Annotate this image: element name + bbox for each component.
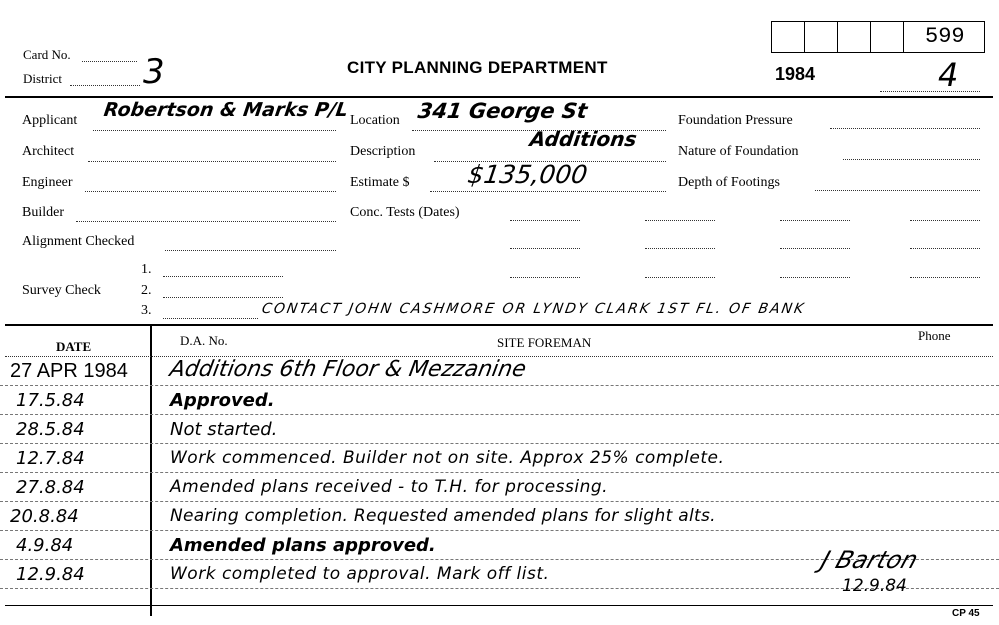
applicant-line [93, 130, 336, 131]
survey-line-3 [163, 318, 258, 319]
builder-label: Builder [22, 205, 64, 220]
conc-tests-line-10 [645, 277, 715, 278]
conc-tests-line-12 [910, 277, 980, 278]
row-note: Amended plans approved. [170, 535, 436, 556]
foundation-pressure-line [830, 128, 980, 129]
conc-tests-line-3 [780, 220, 850, 221]
row-date: 12.7.84 [16, 448, 85, 469]
table-top-rule [5, 324, 993, 326]
conc-tests-line-5 [510, 248, 580, 249]
architect-line [88, 161, 336, 162]
estimate-line [430, 191, 666, 192]
conc-tests-line-1 [510, 220, 580, 221]
location-value: 341 George St [416, 99, 589, 123]
district-value: 3 [143, 52, 165, 92]
signature-date: 12.9.84 [842, 576, 907, 596]
applicant-label: Applicant [22, 113, 78, 128]
nature-foundation-line [843, 159, 980, 160]
nature-foundation-label: Nature of Foundation [678, 144, 799, 159]
row-note: Not started. [170, 419, 278, 440]
table-row [0, 502, 999, 531]
department-title: CITY PLANNING DEPARTMENT [347, 58, 608, 77]
row-date: 12.9.84 [16, 564, 85, 585]
row-date: 20.8.84 [10, 506, 79, 527]
header-rule [5, 96, 993, 98]
description-value: Additions [528, 127, 639, 151]
card-no-line [82, 61, 137, 62]
depth-footings-line [815, 190, 980, 191]
engineer-line [85, 191, 336, 192]
conc-tests-line-7 [780, 248, 850, 249]
card-mark: 4 [938, 56, 959, 94]
location-label: Location [350, 113, 400, 128]
depth-footings-label: Depth of Footings [678, 175, 780, 190]
row-date: 17.5.84 [16, 390, 85, 411]
card-number-box-4 [870, 21, 904, 53]
row-note: Work completed to approval. Mark off list. [170, 564, 550, 584]
district-line [70, 85, 140, 86]
conc-tests-line-6 [645, 248, 715, 249]
table-row [0, 473, 999, 502]
conc-tests-line-4 [910, 220, 980, 221]
da-header: D.A. No. [180, 333, 228, 348]
description-label: Description [350, 144, 416, 159]
row-date: 27 APR 1984 [10, 360, 128, 382]
district-label: District [23, 71, 62, 86]
builder-line [76, 221, 336, 222]
card-number-box-2 [804, 21, 838, 53]
form-code: CP 45 [952, 608, 980, 619]
contact-note: CONTACT JOHN CASHMORE OR LYNDY CLARK 1ST FL. OF BANK [260, 301, 807, 317]
date-header: DATE [56, 339, 92, 354]
row-date: 27.8.84 [16, 477, 85, 498]
conc-tests-line-8 [910, 248, 980, 249]
estimate-value: $135,000 [465, 160, 590, 189]
conc-tests-label: Conc. Tests (Dates) [350, 205, 460, 220]
table-row [0, 415, 999, 444]
foundation-pressure-label: Foundation Pressure [678, 113, 793, 128]
survey-line-1 [163, 276, 283, 277]
card-number-box-1 [771, 21, 805, 53]
survey-number-3: 3. [141, 303, 152, 318]
table-row [0, 357, 999, 386]
row-note: Approved. [170, 390, 275, 411]
card-mark-line [880, 91, 980, 92]
foreman-header: SITE FOREMAN [497, 335, 592, 350]
year: 1984 [775, 64, 816, 84]
card-no-label: Card No. [23, 47, 71, 62]
engineer-label: Engineer [22, 175, 73, 190]
phone-header: Phone [918, 328, 951, 343]
conc-tests-line-11 [780, 277, 850, 278]
survey-check-label: Survey Check [22, 283, 101, 298]
row-note: Work commenced. Builder not on site. Approx 25% complete. [170, 448, 725, 468]
survey-line-2 [163, 297, 283, 298]
row-date: 4.9.84 [16, 535, 74, 556]
table-row [0, 444, 999, 473]
alignment-label: Alignment Checked [22, 234, 135, 249]
card-number: 599 [925, 24, 965, 49]
conc-tests-line-9 [510, 277, 580, 278]
alignment-line [165, 250, 336, 251]
signature: J Barton [817, 546, 922, 574]
row-note: Additions 6th Floor & Mezzanine [167, 357, 528, 382]
applicant-value: Robertson & Marks P/L [102, 99, 350, 121]
survey-number-1: 1. [141, 262, 152, 277]
table-row [0, 386, 999, 415]
row-note: Amended plans received - to T.H. for processing. [170, 477, 609, 497]
row-note: Nearing completion. Requested amended plans for slight alts. [170, 506, 716, 526]
row-date: 28.5.84 [16, 419, 85, 440]
survey-number-2: 2. [141, 283, 152, 298]
architect-label: Architect [22, 144, 75, 159]
card-number-box-3 [837, 21, 871, 53]
bottom-rule [5, 605, 993, 606]
conc-tests-line-2 [645, 220, 715, 221]
estimate-label: Estimate $ [350, 175, 410, 190]
